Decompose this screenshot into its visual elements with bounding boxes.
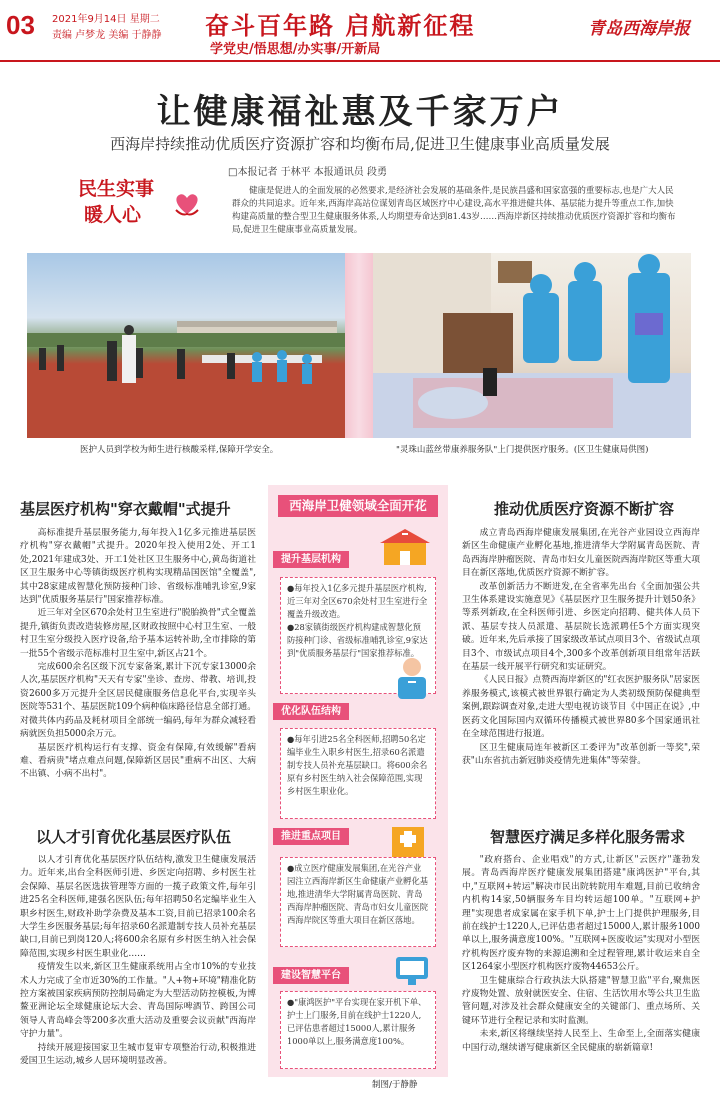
photo-divider [345, 253, 373, 438]
section-title-grassroots: 基层医疗机构"穿衣戴帽"式提升 [20, 500, 231, 518]
box-projects [280, 857, 436, 947]
editor-credits: 责编 卢梦龙 美编 于静静 [52, 30, 162, 41]
issue-date: 2021年9月14日 星期二 [52, 14, 160, 25]
paragraph: 成立青岛西海岸健康发展集团,在光谷产业园设立西海岸新区生命健康产业孵化基地,推进清华大学附属青岛医院、青岛西海岸肿瘤医院、青岛市妇女儿童医院西海岸院区等重大项目在新区落地,优质医疗资源不断扩容。 [462, 528, 700, 579]
slogan-sub: 学党史/悟思想/办实事/开新局 [210, 42, 381, 57]
column-right-section2 [462, 854, 700, 1084]
badge-line1: 民生实事 [78, 178, 155, 200]
smart-platform-icon [392, 953, 432, 987]
theme-badge [70, 172, 220, 232]
tag-smart: 建设智慧平台 [273, 967, 349, 984]
paragraph: 未来,新区将继续坚持人民至上、生命至上,全面落实健康中国行动,继续谱写健康新区全民健康的崭新篇章! [462, 1029, 700, 1053]
tag-grassroots: 提升基层机构 [273, 551, 349, 568]
paragraph: "政府搭台、企业唱戏"的方式,让新区"云医疗"蓬勃发展。青岛西海岸医疗健康发展集团搭建"康鸿医护"平台,其中,"互联网+转运"解决市民出院转院用车难题,目前已收纳舍内机构14家,50辆服务车目均转运超100单。"互联网+护理"实现患者成家属在家手机下单,护士上门提供护理服务,目前在线护士1220人,已评估患者超过15000人,累计服务1000单以上,服务满意度100%。"互联网+医废收运"实现对小型医疗机构医疗废弃物的来源追溯和全过程管理,累计收运来自全区1264家小型医疗机构医疗废物44653公斤。 [462, 855, 700, 973]
infographic-sidebar [268, 485, 448, 1077]
byline: □本报记者 于林平 本报通讯员 段勇 [228, 167, 387, 178]
heart-hands-icon [172, 188, 202, 218]
box-smart [280, 991, 436, 1069]
bullet-item: ●成立医疗健康发展集团,在光谷产业园注立西海岸新区生命健康产业孵化基地,推进清华大学附属青岛医院、青岛西海岸肿瘤医院、青岛市妇女儿童医院西海岸院区等重大项目在新区落地。 [287, 863, 429, 925]
paragraph: 改革创新活力不断迸发,在全省率先出台《全面加强公共卫生体系建设实施意见》《基层医疗卫生服务提升计划50条》等系列新政,在全科医师引进、乡医定向招聘、健共体人员下派、基层专技人员派遣、基层院长选派聘任5个方面实现突破。近年来,先后承接了国家级改革试点项目3个、省级试点项目3个、市级试点项目4个,300多个改革创新项目组常年活跃在基层一线开展平行研究和实证研究。 [462, 581, 700, 673]
masthead [0, 0, 720, 62]
paragraph: 近三年对全区670余处村卫生室进行"脱胎换骨"式全覆盖提升,镇街负责改造装修房屋,区财政按照中心村卫生室、一般村卫生室分级投入医疗设备,给予基本运转补助,全市排除的第一批55个省级示范标准村卫生室中,新区占21个。 [20, 608, 256, 659]
paragraph: 区卫生健康局连年被新区工委评为"改革创新一等奖",荣获"山东省抗击新冠肺炎疫情先进集体"等荣誉。 [462, 742, 700, 766]
paragraph: 持续开展迎接国家卫生城市复审专项整治行动,积极推进爱国卫生运动,城乡人居环境明显改善。 [20, 1042, 256, 1067]
bullet-item: ●"康鸿医护"平台实现在家开机下单、护士上门服务,目前在线护士1220人,已评估患者超过15000人,累计服务1000单以上,服务满意度100%。 [287, 997, 427, 1046]
photo-home-service [373, 253, 691, 438]
badge-line2: 暖人心 [84, 204, 142, 226]
paragraph: 卫生健康综合行政执法大队搭建"智慧卫监"平台,聚焦医疗废物处置、放射就医安全、住宿、生活饮用水等公共卫生监管问题,对涉及社会群众健康安全的关键部门、重点场所、关键环节进行全程记录和实时监测。 [462, 975, 700, 1026]
section-title-resources: 推动优质医疗资源不断扩容 [494, 500, 675, 518]
lead-paragraph: 健康是促进人的全面发展的必然要求,是经济社会发展的基础条件,是民族昌盛和国家富强的重要标志,也是广大人民群众的共同追求。近年来,西海岸高站位谋划青岛区域医疗中心建设,高水平推进健共体、基层能力提升等重点工作,加快构建高质量的整合型卫生健康服务体系,人均期望寿命达到81.43岁……西海岸新区持续推动优质医疗资源扩容和均衡布局,促进卫生健康事业高质量发展。 [232, 186, 676, 235]
column-left-section2 [20, 854, 256, 1084]
bullet-item: ●每年引进25名全科医师,招聘50名定编毕业生入职乡村医生,招录60名派遣制专技人员补充基层缺口。将600余名原有乡村医生纳入社会保障范围,实现乡村医生职业化。 [287, 734, 428, 796]
headline: 让健康福祉惠及千家万户 [156, 92, 564, 132]
graphic-credit: 制图/于静静 [372, 1080, 418, 1090]
tag-projects: 推进重点项目 [273, 828, 349, 845]
paragraph: 基层医疗机构运行有支撑、资金有保障,有效缓解"看病难、看病贵"堵点难点问题,保障新区居民"重病不出区、大病不出镇、小病不出村"。 [20, 742, 256, 780]
subheadline: 西海岸持续推动优质医疗资源扩容和均衡布局,促进卫生健康事业高质量发展 [110, 135, 610, 153]
column-right-section1 [462, 527, 700, 814]
sidebar-title: 西海岸卫健领域全面开花 [278, 495, 438, 517]
section-title-talent: 以人才引育优化基层医疗队伍 [36, 828, 232, 846]
slogan-main: 奋斗百年路 启航新征程 [205, 12, 476, 40]
paragraph: 疫情发生以来,新区卫生健康系统用占全市10%的专业技术人力完成了全市近30%的工作量。"人+物+环境"精准化防控方案被国家疾病预防控制局确定为大型活动防控模板,为博鳌亚洲论坛全球健康论坛大会、青岛国际啤酒节、跨国公司领导人青岛峰会等200多次重大活动及重要会议贡献"西海岸守护力量"。 [20, 962, 256, 1040]
photo-school-testing [27, 253, 345, 438]
photo-caption-left: 医护人员到学校为师生进行核酸采样,保障开学安全。 [80, 445, 279, 455]
newspaper-logo: 青岛西海岸报 [588, 19, 690, 39]
bullet-item: ●每年投入1亿多元提升基层医疗机构,近三年对全区670余处村卫生室进行全覆盖升级改造。 [287, 583, 428, 619]
paragraph: 完成600余名区级下沉专家备案,累计下沉专家13000余人次,基层医疗机构"天天有专家"坐诊、查房、带教、培训,投资2600多万元提升全区居民健康服务信息化平台,实现辛头医院等531个、基层医院109个病种临床路径信息全部打通。对微共体内药品及耗材项目全部统一编码,每年为群众减轻看病就医负担5000余万元。 [20, 662, 256, 740]
section-title-smart-medical: 智慧医疗满足多样化服务需求 [490, 828, 686, 846]
page-number: 03 [6, 10, 35, 40]
bullet-item: ●28家镇街级医疗机构建成智慧化预防接种门诊、省级标准哺乳诊室,9家达到"优质服务基层行"国家推荐标准。 [287, 622, 428, 658]
column-left-section1 [20, 527, 256, 814]
clinic-building-icon [380, 527, 430, 567]
photo-caption-right: "灵珠山蓝丝带康养服务队"上门提供医疗服务。(区卫生健康局供图) [396, 445, 649, 455]
paragraph: 《人民日报》点赞西海岸新区的"红衣医护服务队"居家医养服务模式,该模式被世界银行确定为人类初级预防保健典型案例,跟踪调查对象,走进大型电视访谈节目《中国正在说》,中医药文化国际国内双循环传播模式被世界80多个国家通讯社在全球范围进行报道。 [462, 675, 700, 740]
paragraph: 高标准提升基层服务能力,每年投入1亿多元推进基层医疗机构"穿衣戴帽"式提升。2020年投入使用2处、开工1处,2021年建成3处、开工1处社区卫生服务中心,黄岛街道社区卫生服务中心等镇街级医疗机构实现精品国医馆"全覆盖",其中28家建成智慧化预防接种门诊、省级标准哺乳诊室,9家达到"优质服务基层行"国家推荐标准。 [20, 528, 256, 606]
doctor-icon [388, 655, 436, 701]
paragraph: 以人才引育优化基层医疗队伍结构,激发卫生健康发展活力。近年来,出台全科医师引进、乡医定向招聘、乡村医生社会保障、基层名医选拔管理等方面的一揽子政策文件,每年引进25名全科医师,建强名医队伍;每年招聘50名定编毕业生入职乡村医生,财政补助学杂费及基本工资,目前已招录100余名大学生乡医服务基层;每年招录60名派遣制专技人员补充基层缺口,目前已到岗120人;将600余名原有乡村医生纳入社会保障范围,实现乡村医生职业化…… [20, 855, 256, 959]
tag-team: 优化队伍结构 [273, 703, 349, 720]
hospital-building-icon [386, 819, 430, 859]
box-team [280, 728, 436, 819]
